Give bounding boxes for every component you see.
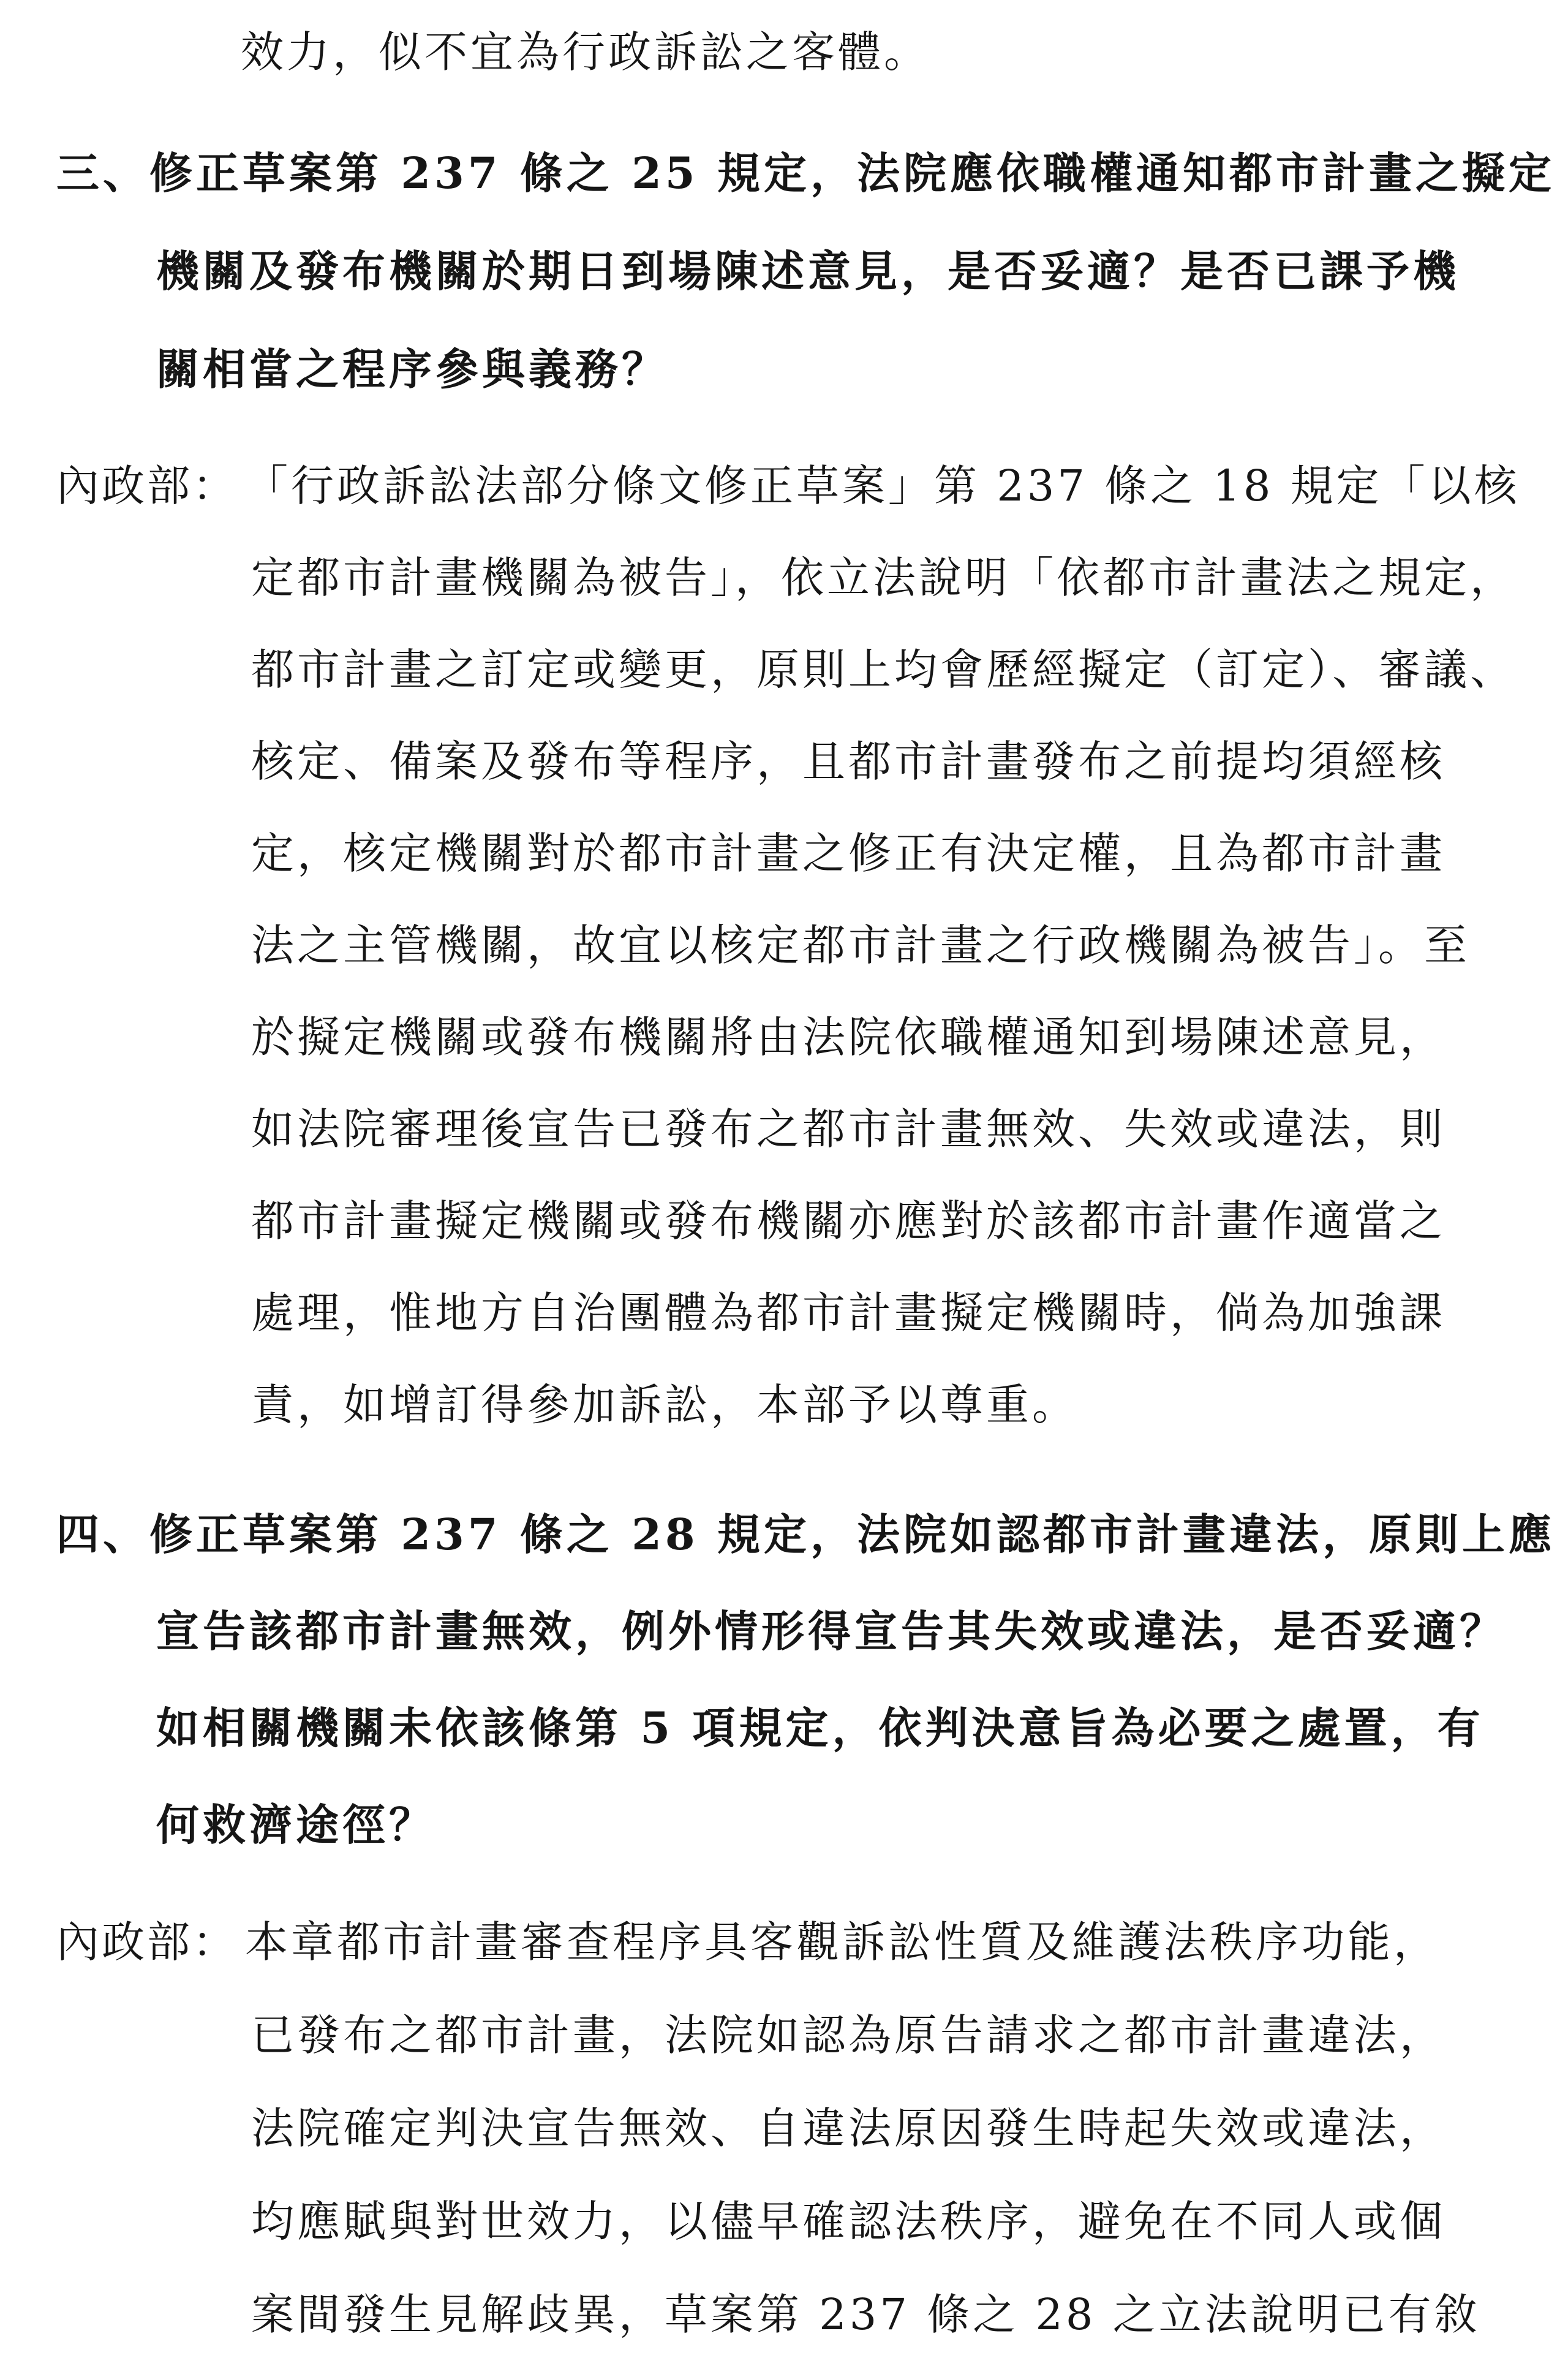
answer-3-respondent-label: 內政部： bbox=[56, 461, 238, 511]
question-3-line-3: 關相當之程序參與義務？ bbox=[156, 344, 668, 395]
answer-4-line-3: 法院確定判決宣告無效、自違法原因發生時起失效或違法， bbox=[251, 2103, 1446, 2153]
answer-3-line-8: 如法院審理後宣告已發布之都市計畫無效、失效或違法，則 bbox=[251, 1104, 1446, 1154]
answer-3-line-10: 處理，惟地方自治團體為都市計畫擬定機關時，倘為加強課 bbox=[251, 1288, 1446, 1338]
answer-3-line-4: 核定、備案及發布等程序，且都市計畫發布之前提均須經核 bbox=[251, 736, 1446, 787]
answer-3-line-5: 定，核定機關對於都市計畫之修正有決定權，且為都市計畫 bbox=[251, 828, 1446, 879]
answer-3-line-9: 都市計畫擬定機關或發布機關亦應對於該都市計畫作適當之 bbox=[251, 1196, 1446, 1246]
top-fragment-line: 效力，似不宜為行政訴訟之客體。 bbox=[241, 27, 930, 77]
question-3-line-2: 機關及發布機關於期日到場陳述意見，是否妥適？是否已課予機 bbox=[156, 246, 1460, 297]
answer-3-line-1: 「行政訴訟法部分條文修正草案」第 237 條之 18 規定「以核 bbox=[245, 461, 1520, 511]
answer-4-line-5: 案間發生見解歧異，草案第 237 條之 28 之立法說明已有敘 bbox=[251, 2289, 1480, 2340]
answer-3-line-2: 定都市計畫機關為被告」，依立法說明「依都市計畫法之規定， bbox=[251, 553, 1516, 603]
question-4-line-1: 四、修正草案第 237 條之 28 規定，法院如認都市計畫違法，原則上應 bbox=[56, 1509, 1556, 1560]
answer-4-respondent-label: 內政部： bbox=[56, 1917, 238, 1967]
answer-4-line-1: 本章都市計畫審查程序具客觀訴訟性質及維護法秩序功能， bbox=[245, 1917, 1439, 1967]
answer-4-line-2: 已發布之都市計畫，法院如認為原告請求之都市計畫違法， bbox=[251, 2010, 1446, 2060]
question-4-line-4: 何救濟途徑？ bbox=[156, 1799, 435, 1850]
answer-3-line-3: 都市計畫之訂定或變更，原則上均會歷經擬定（訂定）、審議、 bbox=[251, 644, 1516, 695]
answer-3-line-11: 責，如增訂得參加訴訟，本部予以尊重。 bbox=[251, 1380, 1078, 1430]
question-3-line-1: 三、修正草案第 237 條之 25 規定，法院應依職權通知都市計畫之擬定 bbox=[56, 148, 1556, 198]
question-4-line-2: 宣告該都市計畫無效，例外情形得宣告其失效或違法，是否妥適？ bbox=[156, 1606, 1506, 1657]
answer-4-line-4: 均應賦與對世效力，以儘早確認法秩序，避免在不同人或個 bbox=[251, 2196, 1446, 2247]
question-4-line-3: 如相關機關未依該條第 5 項規定，依判決意旨為必要之處置，有 bbox=[156, 1702, 1484, 1753]
answer-3-line-6: 法之主管機關，故宜以核定都市計畫之行政機關為被告」。至 bbox=[251, 920, 1470, 970]
answer-3-line-7: 於擬定機關或發布機關將由法院依職權通知到場陳述意見， bbox=[251, 1012, 1446, 1062]
